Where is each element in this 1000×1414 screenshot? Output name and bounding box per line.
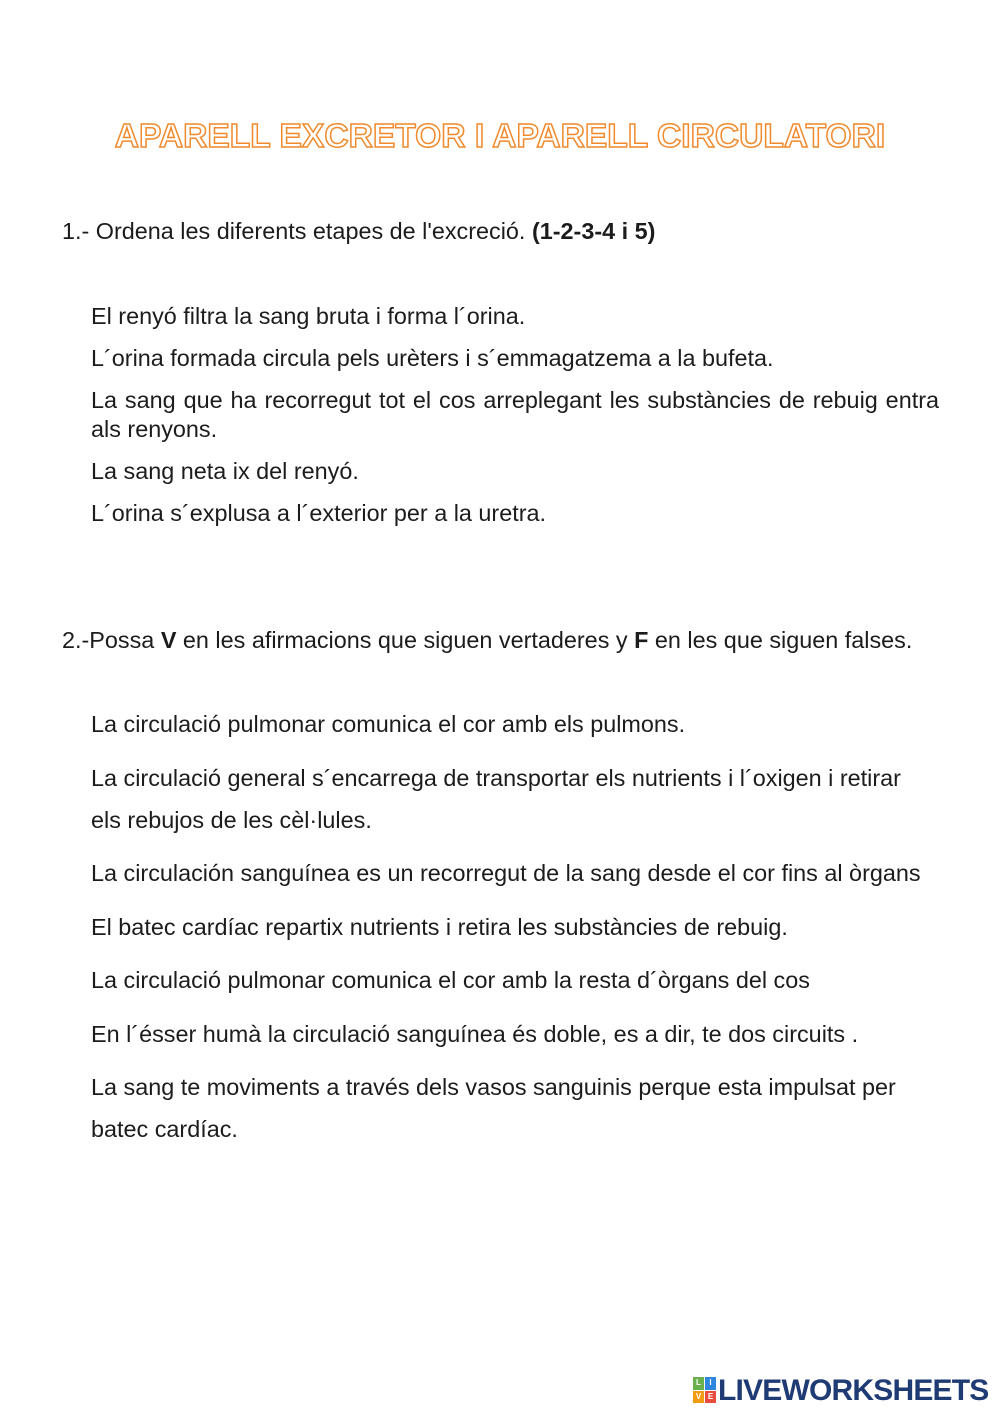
false-letter: F	[634, 627, 649, 653]
list-item-text-continued: als renyons.	[91, 416, 218, 442]
list-item	[91, 386, 939, 444]
list-item-text: La circulació pulmonar comunica el cor amb els pulmons.	[91, 711, 686, 737]
list-item-text: L´orina s´explusa a l´exterior per a la uretra.	[91, 500, 547, 526]
logo-tile: E	[705, 1391, 716, 1404]
list-item	[91, 1013, 939, 1055]
list-item	[91, 457, 939, 486]
question-1-order-hint: (1-2-3-4 i 5)	[531, 218, 656, 244]
liveworksheets-logo-icon	[693, 1377, 716, 1403]
question-1-list	[91, 302, 939, 541]
list-item	[91, 703, 939, 745]
liveworksheets-logo-text: LIVEWORKSHEETS	[718, 1374, 989, 1407]
list-item-text: La sang que ha recorregut tot el cos arreplegant les substàncies de rebuig entra	[91, 387, 939, 413]
question-1-prompt	[62, 217, 655, 245]
question-2-text: en les afirmacions que siguen vertaderes y	[176, 627, 635, 653]
logo-tile: I	[705, 1377, 716, 1390]
list-item	[91, 344, 939, 373]
list-item-text: La circulació pulmonar comunica el cor amb la resta d´òrgans del cos	[91, 967, 810, 993]
list-item-text: La sang neta ix del renyó.	[91, 458, 359, 484]
question-2-text: en les que siguen falses.	[648, 627, 913, 653]
list-item-text: La circulación sanguínea es un recorregut de la sang desde el cor fins al òrgans	[91, 860, 921, 886]
list-item	[91, 302, 939, 331]
list-item	[91, 757, 939, 841]
question-2-prompt	[62, 626, 912, 654]
list-item	[91, 959, 939, 1001]
question-1-text: 1.- Ordena les diferents etapes de l'excreció.	[62, 218, 532, 244]
list-item-text: L´orina formada circula pels urèters i s´emmagatzema a la bufeta.	[91, 345, 774, 371]
list-item-text: En l´ésser humà la circulació sanguínea és doble, es a dir, te dos circuits .	[91, 1020, 859, 1047]
list-item	[91, 852, 939, 894]
logo-tile: V	[693, 1391, 704, 1404]
list-item	[91, 1066, 939, 1150]
list-item-text: El batec cardíac repartix nutrients i retira les substàncies de rebuig.	[91, 913, 788, 940]
worksheet-title: APARELL EXCRETOR I APARELL CIRCULATORI	[114, 118, 886, 155]
question-2-list	[91, 703, 939, 1162]
list-item-text: El renyó filtra la sang bruta i forma l´orina.	[91, 303, 526, 329]
list-item	[91, 499, 939, 528]
list-item-text-continued: els rebujos de les cèl·lules.	[91, 806, 372, 833]
question-2-text: 2.-Possa	[62, 627, 161, 653]
list-item-text: La sang te moviments a través dels vasos sanguinis perque esta impulsat per	[91, 1074, 896, 1100]
logo-tile: L	[693, 1377, 704, 1390]
list-item-text-continued: batec cardíac.	[91, 1116, 238, 1142]
list-item	[91, 906, 939, 948]
list-item-text: La circulació general s´encarrega de transportar els nutrients i l´oxigen i retirar	[91, 764, 901, 791]
true-letter: V	[160, 627, 177, 653]
